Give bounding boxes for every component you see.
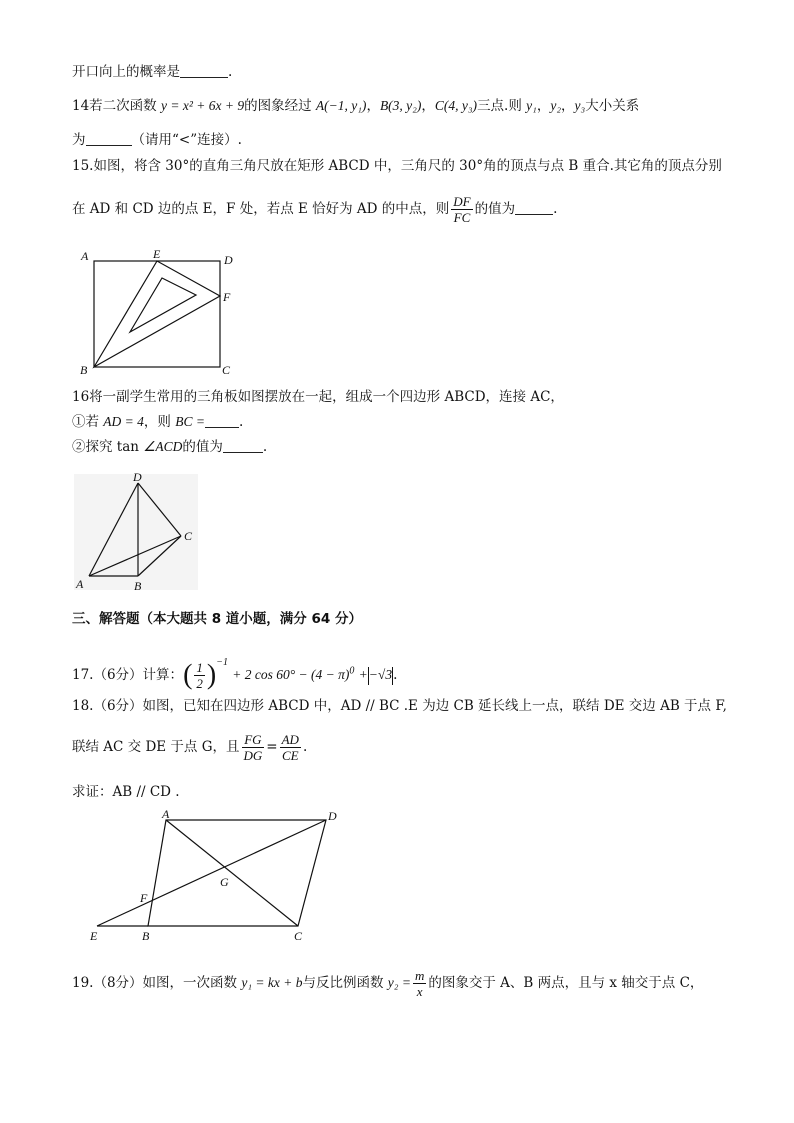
q18-figure	[84, 808, 354, 948]
q14-point-c: C(4, y₃)	[434, 98, 478, 113]
q15-label-b: B	[80, 363, 88, 377]
q18-label-a: A	[162, 808, 170, 821]
q17-prefix: 17.（6分）计算：	[72, 667, 184, 683]
q17-exponent: −1	[216, 657, 228, 668]
q13-line	[72, 62, 232, 82]
q14-end: .	[237, 132, 242, 148]
q15-label-c: C	[222, 363, 231, 377]
q18-equals: =	[266, 739, 278, 755]
q19-line1	[72, 966, 703, 1000]
q15-line2-a: 在 AD 和 CD 边的点 E，F 处，若点 E 恰好为 AD 的中点，则	[72, 201, 450, 217]
q16-label-c: C	[184, 529, 193, 543]
q19-frac-den: x	[416, 984, 423, 999]
q14-sep3: ，	[536, 98, 551, 114]
q16-angle: ∠ACD	[143, 439, 183, 454]
q14-function: y = x² + 6x + 9	[160, 98, 245, 113]
q18-line3: 求证：AB // CD .	[72, 784, 180, 800]
q15-triangle-outer	[94, 261, 220, 367]
q16-line2	[72, 412, 243, 432]
q14-line2	[72, 130, 242, 150]
q16-label-a: A	[76, 577, 84, 591]
q17-fraction	[194, 660, 205, 691]
q16-figure	[72, 470, 202, 595]
q17-exponent-zero: 0	[349, 665, 355, 677]
q15-line2	[72, 192, 557, 226]
q14-point-b: B(3, y₂)	[379, 98, 422, 113]
q15-rectangle	[94, 261, 220, 367]
q16-label-d: D	[133, 470, 142, 484]
q18-label-g: G	[220, 875, 229, 889]
q13-end: .	[228, 64, 233, 80]
q19-inverse-lhs: y₂ =	[387, 975, 411, 990]
q18-label-e: E	[90, 929, 98, 943]
q18-fraction-2	[280, 732, 301, 763]
q16-answer-blank-1[interactable]	[205, 413, 239, 428]
q18-label-c: C	[294, 929, 303, 943]
q14-point-a: A(−1, y₁)	[315, 98, 367, 113]
q16-line1: 16将一副学生常用的三角板如图摆放在一起，组成一个四边形 ABCD，连接 AC，	[72, 389, 564, 405]
q16-line3-b: 的值为	[182, 439, 223, 455]
q15-line2-b: 的值为	[474, 201, 516, 217]
q17-abs-inner: −√3	[368, 667, 393, 682]
q19-linear-function: y₁ = kx + b	[241, 975, 303, 990]
q18-line1: 18.（6分）如图，已知在四边形 ABCD 中，AD // BC .E 为边 CB 延长线上一点，联结 DE 交边 AB 于点 F,	[72, 698, 727, 714]
q14-sep4: ，	[561, 98, 575, 114]
q18-label-d: D	[328, 809, 337, 823]
q15-frac-num: DF	[453, 194, 471, 209]
section3-title: 三、解答题（本大题共 8 道小题，满分 64 分）	[72, 611, 362, 627]
q19-frac-num: m	[414, 968, 425, 983]
q14-y2: y₂	[550, 98, 562, 113]
q18-segment-de	[97, 820, 326, 926]
q16-figure-background	[74, 474, 198, 590]
q14-sep1: ，	[366, 98, 380, 114]
q15-label-d: D	[224, 253, 233, 267]
q17-paren-close: )	[206, 659, 217, 691]
q18-fraction-1	[242, 732, 265, 763]
q13-answer-blank[interactable]	[180, 63, 228, 78]
q16-line2-b: ，则	[143, 414, 171, 430]
q19-line1-c: 的图象交于 A、B 两点，且与 x 轴交于点 C，	[428, 975, 704, 991]
q16-line2-c: BC =	[175, 414, 205, 429]
q17-frac-num: 1	[196, 660, 203, 675]
q15-label-f: F	[223, 290, 231, 304]
q17-paren-open: (	[183, 659, 193, 691]
q17-part2: + 2 cos 60° − (4 − π)	[232, 667, 350, 682]
q19-line1-a: 19.（8分）如图，一次函数	[72, 975, 238, 991]
q17-plus: +	[358, 667, 368, 682]
q14-line2-start: 为	[72, 132, 86, 148]
q17-end: .	[393, 667, 398, 683]
q14-sep2: ，	[421, 98, 435, 114]
q15-label-a: A	[81, 249, 89, 263]
q14-tail: 大小关系	[585, 98, 640, 114]
q14-y3: y₃	[574, 98, 586, 113]
q17-frac-den: 2	[196, 676, 203, 691]
q15-label-e: E	[153, 248, 161, 261]
q16-line2-expr: AD = 4	[103, 414, 144, 429]
q14-answer-blank[interactable]	[86, 131, 132, 146]
q13-text: 开口向上的概率是	[72, 64, 180, 80]
q14-mid1: 的图象经过	[244, 98, 312, 114]
q15-frac-den: FC	[453, 210, 471, 225]
q16-label-b: B	[134, 579, 142, 593]
q15-answer-blank[interactable]	[515, 200, 553, 215]
q18-label-f: F	[140, 891, 148, 905]
q18-frac2-den: CE	[281, 748, 299, 763]
q18-line2	[72, 728, 307, 766]
q16-line3-a: ②探究 tan	[72, 439, 139, 455]
q18-label-b: B	[142, 929, 150, 943]
q18-frac1-num: FG	[242, 732, 265, 748]
q19-fraction	[413, 968, 426, 999]
q15-line1: 15.如图，将含 30°的直角三角尺放在矩形 ABCD 中，三角尺的 30°角的顶点与点 B 重合.其它角的顶点分别	[72, 158, 722, 174]
q18-frac2-num: AD	[281, 732, 299, 747]
q15-end: .	[553, 201, 558, 217]
q15-figure	[76, 248, 246, 378]
q16-line2-a: ①若	[72, 414, 99, 430]
q17-line	[72, 646, 397, 692]
q16-line3	[72, 437, 267, 457]
q16-answer-blank-2[interactable]	[223, 438, 263, 453]
q14-note: （请用“<”连接）	[131, 132, 238, 148]
q18-line2-a: 联结 AC 交 DE 于点 G，且	[72, 739, 240, 755]
q16-line2-end: .	[238, 414, 244, 430]
q14-y1: y₁	[526, 98, 537, 113]
q14-line1	[72, 96, 639, 116]
q18-segment-ac	[166, 820, 298, 926]
q18-line2-end: .	[302, 739, 308, 755]
q14-prefix: 14若二次函数	[72, 98, 157, 114]
q16-line3-end: .	[262, 439, 268, 455]
q15-fraction	[451, 194, 472, 225]
q15-triangle-inner	[130, 278, 196, 332]
q14-mid2: 三点.则	[477, 98, 522, 114]
q18-frac1-den: DG	[243, 748, 263, 763]
q18-quadrilateral	[148, 820, 326, 926]
q19-line1-b: 与反比例函数	[302, 975, 384, 991]
